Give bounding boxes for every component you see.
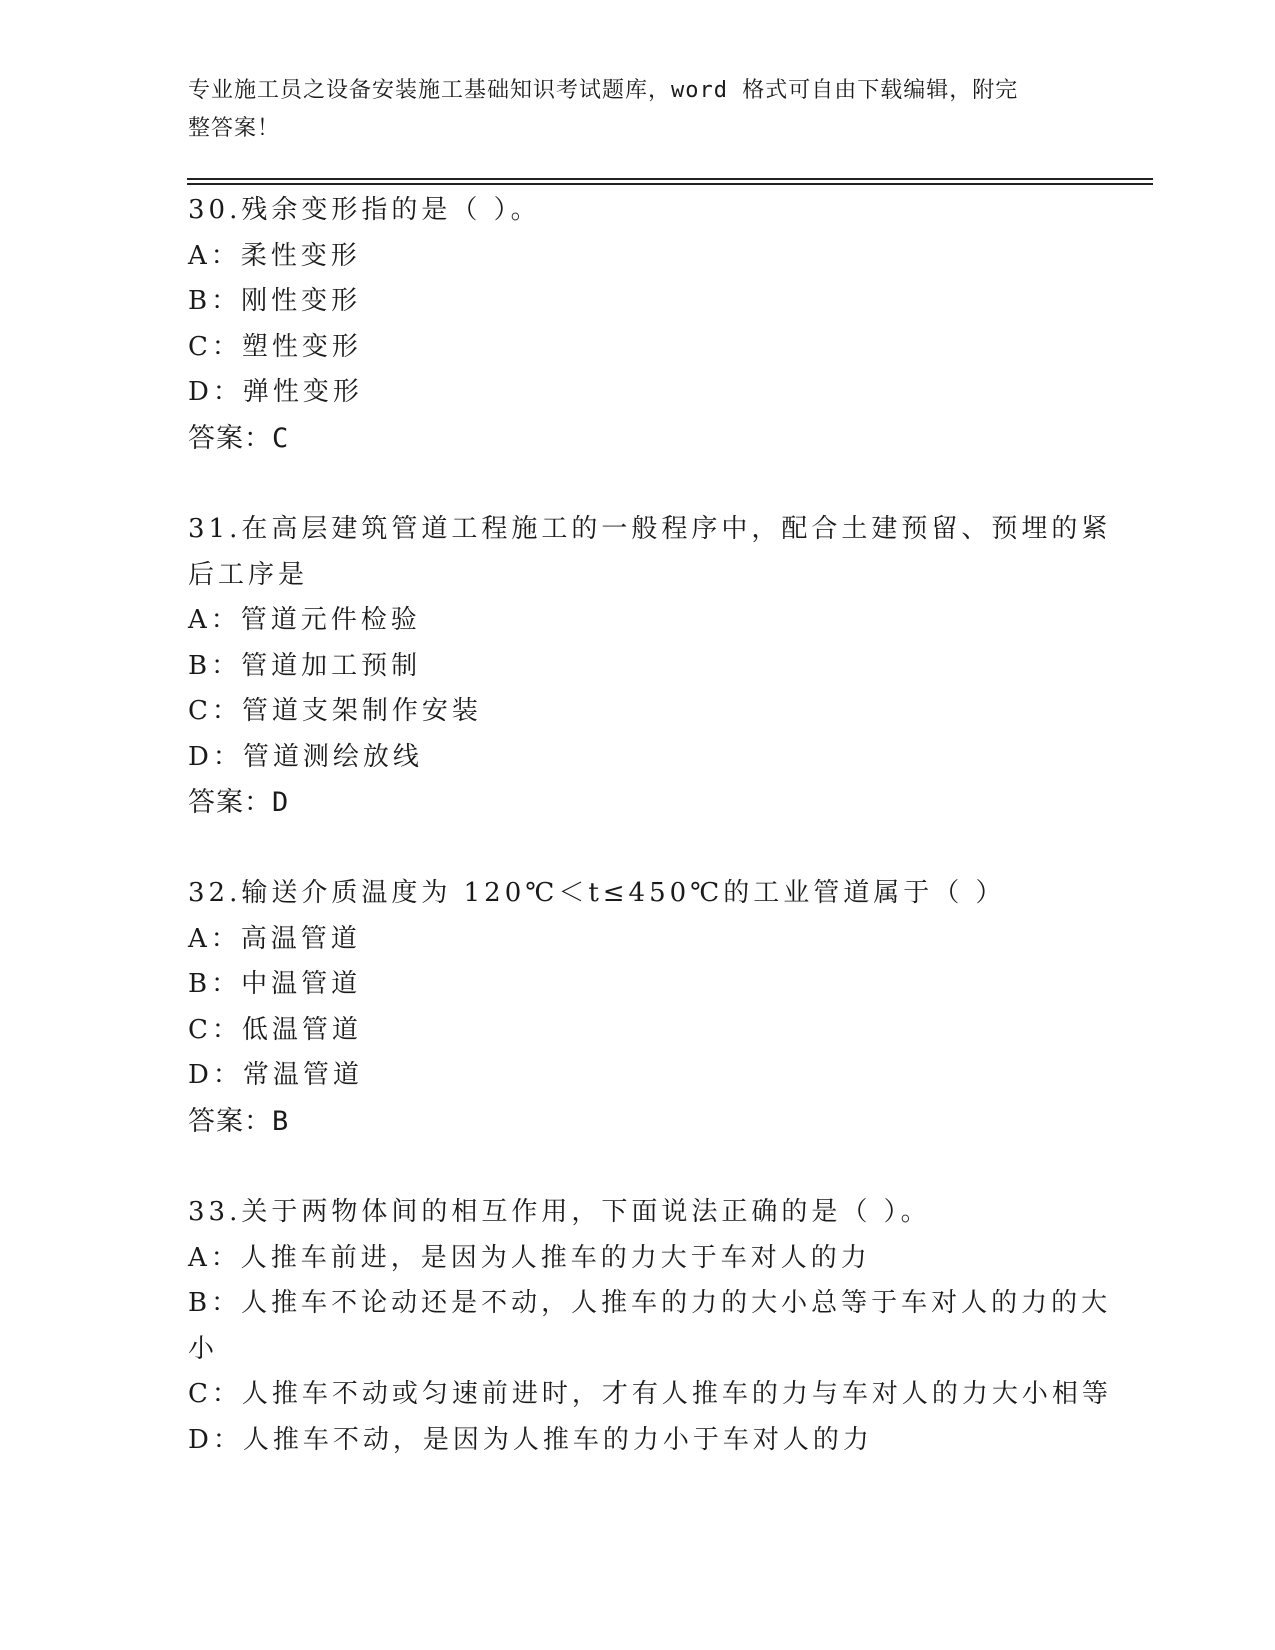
header-line-2: 整答案！ [188, 116, 281, 141]
option-a: A：高温管道 [188, 923, 361, 954]
option-d: D：管道测绘放线 [188, 741, 423, 772]
option-b: B：刚性变形 [188, 286, 362, 316]
header-divider-top [187, 178, 1153, 180]
question-31 [188, 507, 1112, 826]
header-line-1: 专业施工员之设备安装施工基础知识考试题库，word 格式可自由下载编辑，附完 [188, 78, 1019, 103]
option-b: B：管道加工预制 [188, 650, 422, 681]
option-d: D：弹性变形 [188, 377, 363, 407]
option-a: A：管道元件检验 [188, 605, 421, 635]
option-c: C：低温管道 [188, 1014, 362, 1045]
question-stem: 32.输送介质温度为 120℃＜t≤450℃的工业管道属于（ ） [188, 878, 1006, 908]
answer-text: 答案：C [188, 422, 290, 454]
option-c: C：人推车不动或匀速前进时，才有人推车的力与车对人的力大小相等 [188, 1379, 1112, 1409]
question-stem: 31.在高层建筑管道工程施工的一般程序中，配合土建预留、预埋的紧 [188, 514, 1112, 544]
option-b: B：人推车不论动还是不动，人推车的力的大小总等于车对人的力的大 [188, 1288, 1112, 1318]
question-stem: 30.残余变形指的是（ ）。 [188, 195, 541, 225]
option-a: A：柔性变形 [188, 240, 361, 271]
question-stem: 33.关于两物体间的相互作用，下面说法正确的是（ ）。 [188, 1197, 931, 1227]
question-30 [188, 188, 1088, 462]
option-b: B：中温管道 [188, 969, 362, 999]
question-stem-continued: 后工序是 [188, 559, 309, 590]
option-b-continued: 小 [188, 1333, 219, 1364]
document-header [188, 72, 1068, 148]
option-d: D：常温管道 [188, 1060, 363, 1090]
answer-text: 答案：D [188, 787, 290, 818]
option-c: C：管道支架制作安装 [188, 696, 482, 726]
question-33 [188, 1190, 1112, 1463]
question-32 [188, 871, 1088, 1145]
option-c: C：塑性变形 [188, 331, 362, 362]
answer-text: 答案：B [188, 1105, 290, 1137]
option-a: A：人推车前进，是因为人推车的力大于车对人的力 [188, 1242, 871, 1273]
header-divider-bottom [187, 183, 1153, 185]
option-d: D：人推车不动，是因为人推车的力小于车对人的力 [188, 1424, 873, 1455]
